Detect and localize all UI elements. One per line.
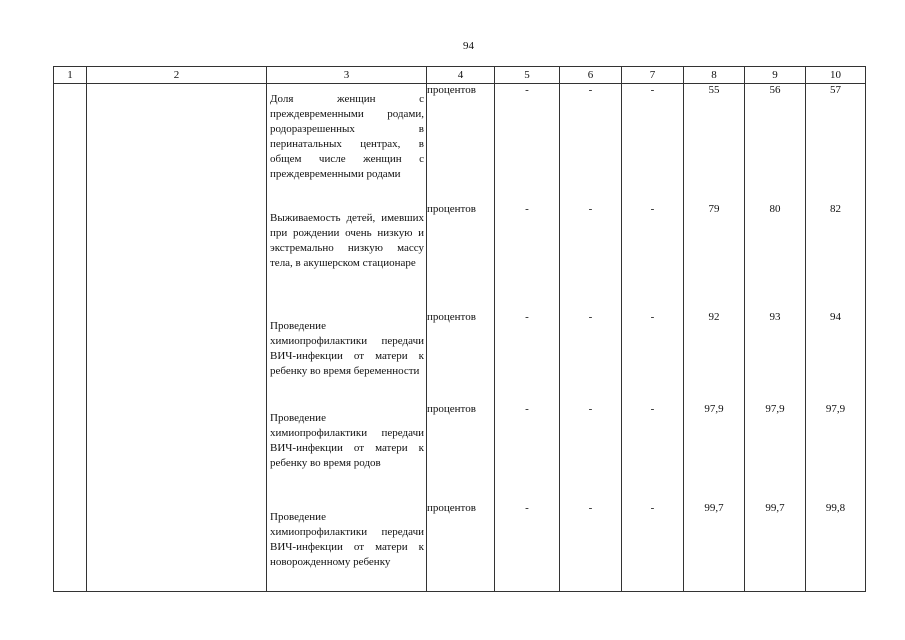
value-cell-7: -	[622, 502, 684, 592]
unit-cell: процентов	[427, 203, 495, 311]
value-cell-10: 99,8	[806, 502, 866, 592]
value-cell-5: -	[495, 502, 560, 592]
value-cell-7: -	[622, 403, 684, 502]
value-cell-8: 79	[684, 203, 745, 311]
indicator-text: Проведение химиопрофилактики передачи ВИЧ-инфекции от матери к ребенку во время родов	[270, 411, 424, 469]
column-header-10: 10	[806, 67, 866, 84]
table-row	[54, 84, 866, 203]
column-header-1: 1	[54, 67, 87, 84]
value-cell-7: -	[622, 84, 684, 203]
value-cell-9: 97,9	[745, 403, 806, 502]
unit-cell: процентов	[427, 403, 495, 502]
value-cell-9: 80	[745, 203, 806, 311]
value-cell-10: 82	[806, 203, 866, 311]
column-header-6: 6	[560, 67, 622, 84]
value-cell-6: -	[560, 403, 622, 502]
page-number: 94	[463, 40, 474, 52]
indicator-cell	[267, 203, 427, 311]
value-cell-6: -	[560, 84, 622, 203]
unit-cell: процентов	[427, 84, 495, 203]
value-cell-9: 93	[745, 311, 806, 403]
value-cell-10: 94	[806, 311, 866, 403]
value-cell-5: -	[495, 311, 560, 403]
value-cell-6: -	[560, 502, 622, 592]
indicator-cell	[267, 84, 427, 203]
column-header-3: 3	[267, 67, 427, 84]
value-cell-5: -	[495, 203, 560, 311]
value-cell-8: 92	[684, 311, 745, 403]
value-cell-5: -	[495, 84, 560, 203]
column-header-2: 2	[87, 67, 267, 84]
value-cell-9: 56	[745, 84, 806, 203]
column-header-8: 8	[684, 67, 745, 84]
merged-cell-col-2	[87, 84, 267, 592]
column-header-4: 4	[427, 67, 495, 84]
indicator-text: Выживаемость детей, имевших при рождении очень низкую и экстремально низкую массу тела, в акушерском стационаре	[270, 211, 424, 269]
column-header-5: 5	[495, 67, 560, 84]
indicators-table	[53, 66, 866, 592]
column-header-9: 9	[745, 67, 806, 84]
header-row	[54, 67, 866, 84]
value-cell-6: -	[560, 203, 622, 311]
merged-cell-col-1	[54, 84, 87, 592]
indicator-cell	[267, 502, 427, 592]
indicator-cell	[267, 403, 427, 502]
value-cell-10: 97,9	[806, 403, 866, 502]
value-cell-7: -	[622, 311, 684, 403]
value-cell-6: -	[560, 311, 622, 403]
indicator-text: Проведение химиопрофилактики передачи ВИЧ-инфекции от матери к новорожденному ребенку	[270, 510, 424, 568]
value-cell-9: 99,7	[745, 502, 806, 592]
indicator-cell	[267, 311, 427, 403]
value-cell-8: 99,7	[684, 502, 745, 592]
value-cell-8: 97,9	[684, 403, 745, 502]
indicator-text: Проведение химиопрофилактики передачи ВИЧ-инфекции от матери к ребенку во время беременности	[270, 319, 424, 377]
value-cell-10: 57	[806, 84, 866, 203]
unit-cell: процентов	[427, 311, 495, 403]
column-header-7: 7	[622, 67, 684, 84]
value-cell-8: 55	[684, 84, 745, 203]
value-cell-7: -	[622, 203, 684, 311]
value-cell-5: -	[495, 403, 560, 502]
unit-cell: процентов	[427, 502, 495, 592]
indicator-text: Доля женщин с преждевременными родами, родоразрешенных в перинатальных центрах, в общем числе женщин с преждевременными родами	[270, 93, 424, 180]
